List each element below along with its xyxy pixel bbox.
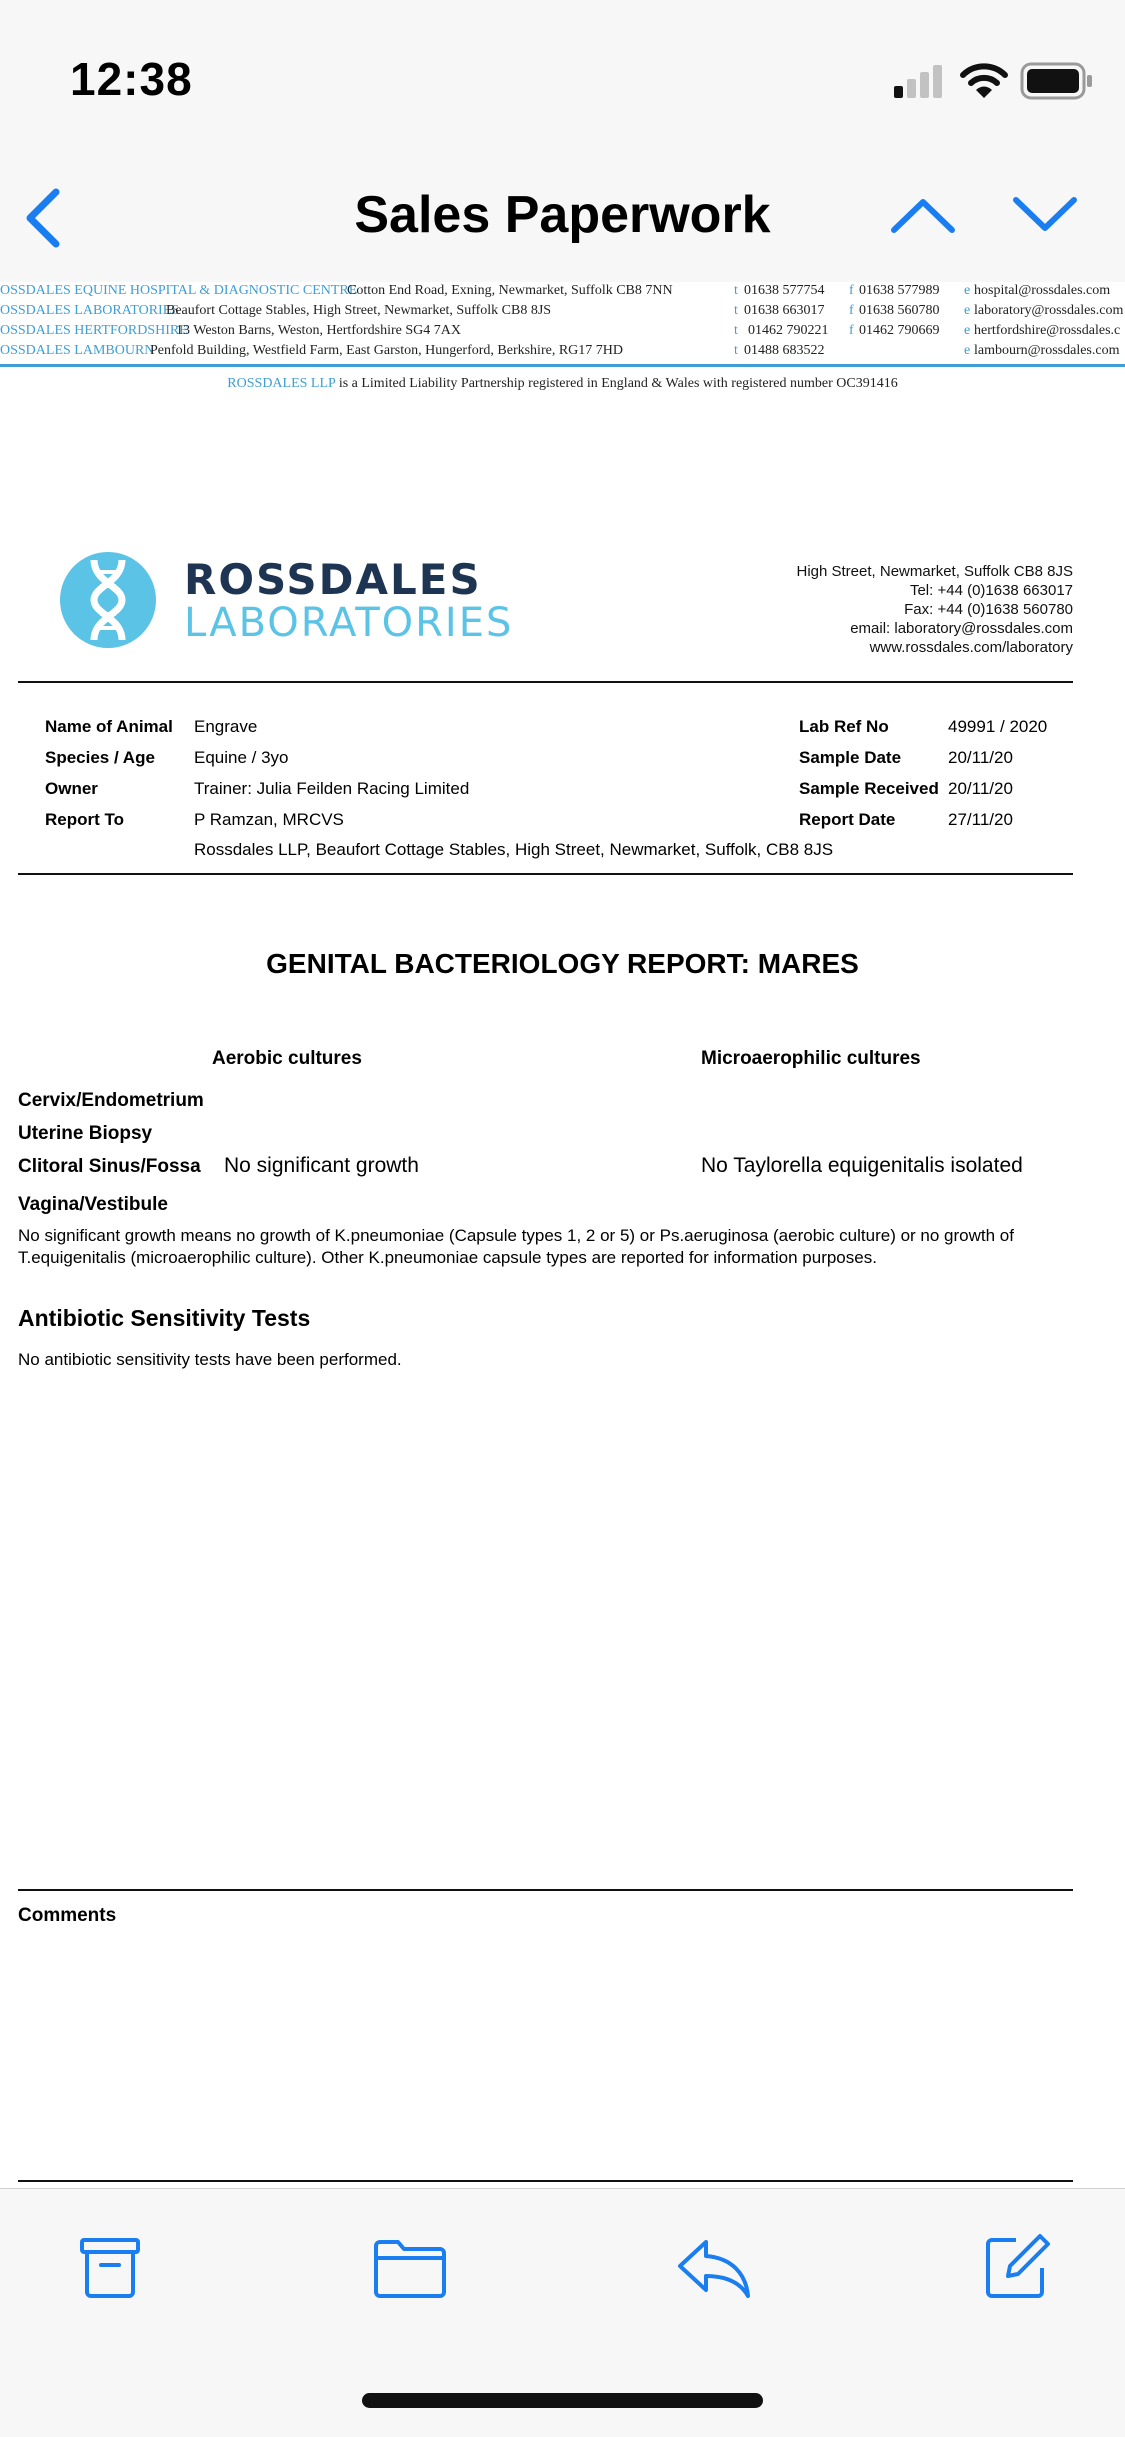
email-prefix: e: [964, 323, 971, 338]
letterhead-fax: 01638 560780: [859, 303, 940, 318]
sample-site: Uterine Biopsy: [18, 1123, 153, 1144]
detail-value: Equine / 3yo: [194, 748, 289, 767]
aerobic-column-header: Aerobic cultures: [212, 1048, 362, 1069]
tel-prefix: t: [734, 323, 738, 338]
reply-icon[interactable]: [676, 2236, 752, 2300]
logo-wordmark-line2: LABORATORIES: [184, 600, 514, 646]
tel-prefix: t: [734, 283, 738, 298]
email-prefix: e: [964, 343, 971, 358]
ast-heading: Antibiotic Sensitivity Tests: [18, 1305, 311, 1331]
chevron-up-icon[interactable]: [888, 190, 958, 240]
detail-label: Sample Date: [799, 748, 902, 767]
email-prefix: e: [964, 303, 971, 318]
detail-value: Engrave: [194, 717, 258, 736]
detail-value: Trainer: Julia Feilden Racing Limited: [194, 779, 470, 798]
detail-value: 27/11/20: [948, 810, 1013, 829]
letterhead-branch-name: OSSDALES EQUINE HOSPITAL & DIAGNOSTIC CENTRE: [0, 283, 358, 298]
microaerophilic-result: No Taylorella equigenitalis isolated: [701, 1154, 1023, 1177]
lab-fax: Fax: +44 (0)1638 560780: [904, 601, 1073, 618]
detail-label: Species / Age: [45, 748, 155, 767]
detail-label: Report To: [45, 810, 125, 829]
letterhead-address: Beaufort Cottage Stables, High Street, Newmarket, Suffolk CB8 8JS: [166, 303, 552, 318]
lab-address-line: High Street, Newmarket, Suffolk CB8 8JS: [796, 563, 1073, 580]
lab-website: www.rossdales.com/laboratory: [869, 639, 1073, 656]
aerobic-result: No significant growth: [224, 1154, 419, 1177]
letterhead-address: Cotton End Road, Exning, Newmarket, Suffolk CB8 7NN: [347, 283, 673, 298]
lab-address: [673, 562, 1073, 657]
detail-value: 20/11/20: [948, 779, 1013, 798]
growth-note: [18, 1225, 1068, 1269]
logo-wordmark-line1: ROSSDALES: [184, 555, 482, 604]
microaerophilic-column-header: Microaerophilic cultures: [701, 1048, 921, 1069]
detail-value: P Ramzan, MRCVS: [194, 810, 344, 829]
detail-label: Name of Animal: [45, 717, 173, 736]
growth-note-line: No significant growth means no growth of K.pneumoniae (Capsule types 1, 2 or 5) or Ps.aeruginosa (aerobic culture) or no growth of: [18, 1226, 1014, 1245]
growth-note-line: T.equigenitalis (microaerophilic culture). Other K.pneumoniae capsule types are reported for information purposes.: [18, 1248, 877, 1267]
letterhead-tel: 01638 577754: [744, 283, 825, 298]
fax-prefix: f: [849, 323, 854, 338]
report-title: GENITAL BACTERIOLOGY REPORT: MARES: [266, 948, 859, 979]
letterhead-row: [0, 283, 1125, 303]
detail-label: Owner: [45, 779, 98, 798]
status-time: 12:38: [70, 53, 193, 105]
sample-site: Clitoral Sinus/Fossa: [18, 1156, 201, 1177]
llp-name: ROSSDALES LLP: [227, 376, 336, 391]
detail-label: Lab Ref No: [799, 717, 889, 736]
letterhead-branch-name: OSSDALES LABORATORIES: [0, 303, 180, 318]
nav-title: Sales Paperwork: [354, 186, 771, 244]
battery-icon: [1020, 62, 1094, 100]
letterhead-row: [0, 303, 1125, 323]
section-divider: [18, 681, 1073, 683]
letterhead-email: laboratory@rossdales.com: [974, 303, 1124, 318]
letterhead-fax: 01638 577989: [859, 283, 940, 298]
lab-tel: Tel: +44 (0)1638 663017: [909, 582, 1073, 599]
home-indicator[interactable]: [362, 2393, 763, 2408]
wifi-icon: [960, 62, 1008, 100]
report-to-address: Rossdales LLP, Beaufort Cottage Stables, High Street, Newmarket, Suffolk, CB8 8JS: [194, 840, 834, 859]
letterhead-tel: 01638 663017: [744, 303, 825, 318]
fax-prefix: f: [849, 303, 854, 318]
dna-logo-icon: [60, 552, 156, 648]
detail-label: Sample Received: [799, 779, 939, 798]
section-divider: [18, 1889, 1073, 1891]
section-divider: [18, 2180, 1073, 2182]
chevron-down-icon[interactable]: [1010, 190, 1080, 240]
letterhead-divider: [0, 364, 1125, 367]
llp-text: is a Limited Liability Partnership registered in England & Wales with registered number OC391416: [338, 376, 898, 391]
letterhead-fax: 01462 790669: [859, 323, 940, 338]
letterhead-branch-name: OSSDALES LAMBOURN: [0, 343, 155, 358]
email-prefix: e: [964, 283, 971, 298]
letterhead-branch-name: OSSDALES HERTFORDSHIRE: [0, 323, 188, 338]
letterhead-row: [0, 323, 1125, 343]
detail-label: Report Date: [799, 810, 896, 829]
detail-value: 49991 / 2020: [948, 717, 1048, 736]
sample-site: Vagina/Vestibule: [18, 1194, 168, 1215]
compose-icon[interactable]: [980, 2230, 1052, 2302]
letterhead-address: Penfold Building, Westfield Farm, East Garston, Hungerford, Berkshire, RG17 7HD: [150, 343, 623, 358]
letterhead-email: hospital@rossdales.com: [974, 283, 1111, 298]
letterhead-email: lambourn@rossdales.com: [974, 343, 1120, 358]
letterhead-tel: 01462 790221: [748, 323, 829, 338]
folder-icon[interactable]: [372, 2236, 448, 2300]
letterhead-tel: 01488 683522: [744, 343, 825, 358]
ast-text: No antibiotic sensitivity tests have been performed.: [18, 1350, 402, 1369]
tel-prefix: t: [734, 303, 738, 318]
llp-statement: [0, 376, 1125, 392]
detail-value: 20/11/20: [948, 748, 1013, 767]
tel-prefix: t: [734, 343, 738, 358]
comments-label: Comments: [18, 1905, 117, 1926]
archive-icon[interactable]: [78, 2236, 142, 2300]
lab-email: email: laboratory@rossdales.com: [850, 620, 1073, 637]
section-divider: [18, 873, 1073, 875]
fax-prefix: f: [849, 283, 854, 298]
letterhead-email: hertfordshire@rossdales.c: [974, 323, 1121, 338]
sample-site: Cervix/Endometrium: [18, 1090, 204, 1111]
cellular-signal-icon: [890, 64, 950, 100]
letterhead-row: [0, 343, 1125, 363]
letterhead-address: 13 Weston Barns, Weston, Hertfordshire SG4 7AX: [176, 323, 461, 338]
